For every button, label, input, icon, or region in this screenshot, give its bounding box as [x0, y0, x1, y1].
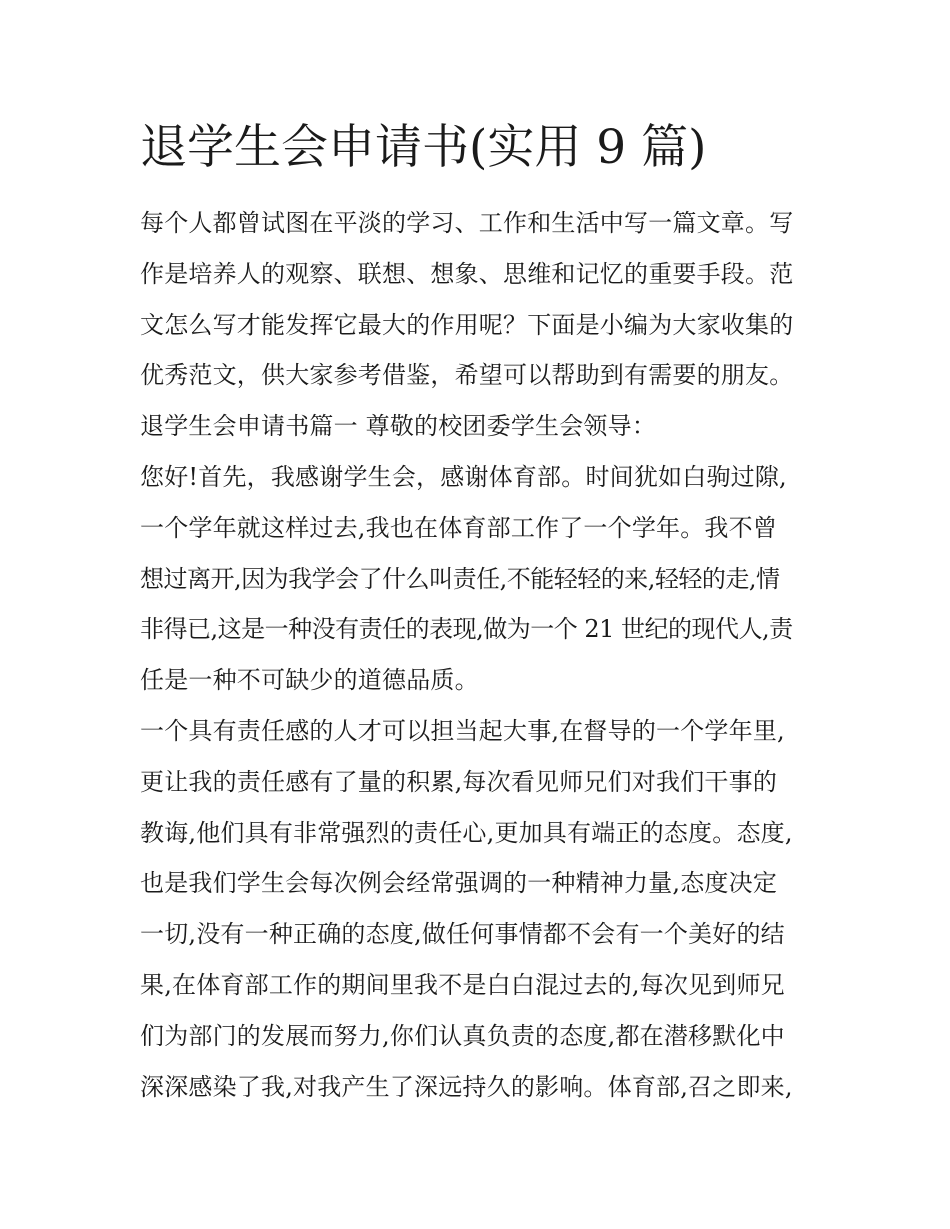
text-line: 作是培养人的观察、联想、想象、思维和记忆的重要手段。范: [140, 259, 794, 288]
document-title: 退学生会申请书(实用 9 篇): [140, 120, 707, 175]
text-line: 教诲,他们具有非常强烈的责任心,更加具有端正的态度。态度,: [140, 818, 793, 847]
document-body: [140, 198, 830, 1112]
text-line: 任是一种不可缺少的道德品质。: [140, 666, 479, 695]
text-line: 每个人都曾试图在平淡的学习、工作和生活中写一篇文章。写: [140, 209, 794, 237]
text-line: 果,在体育部工作的期间里我不是白白混过去的,每次见到师兄: [140, 970, 785, 999]
text-line: 深深感染了我,对我产生了深远持久的影响。体育部,召之即来,: [140, 1072, 793, 1101]
text-line: 想过离开,因为我学会了什么叫责任,不能轻轻的来,轻轻的走,情: [140, 564, 780, 593]
text-line: 优秀范文，供大家参考借鉴，希望可以帮助到有需要的朋友。: [140, 361, 794, 390]
text-line: 们为部门的发展而努力,你们认真负责的态度,都在潜移默化中: [140, 1021, 785, 1050]
text-line: 一个学年就这样过去,我也在体育部工作了一个学年。我不曾: [140, 513, 778, 542]
text-line: 更让我的责任感有了量的积累,每次看见师兄们对我们干事的: [140, 767, 778, 796]
text-line: 也是我们学生会每次例会经常强调的一种精神力量,态度决定: [140, 869, 778, 898]
text-line: 您好!首先，我感谢学生会，感谢体育部。时间犹如白驹过隙,: [140, 462, 787, 491]
section-heading-line: 退学生会申请书篇一 尊敬的校团委学生会领导：: [140, 412, 657, 441]
text-line: 一个具有责任感的人才可以担当起大事,在督导的一个学年里,: [140, 716, 785, 745]
text-line: 文怎么写才能发挥它最大的作用呢？下面是小编为大家收集的: [140, 310, 794, 339]
text-line: 非得已,这是一种没有责任的表现,做为一个 21 世纪的现代人,责: [140, 615, 793, 644]
text-line: 一切,没有一种正确的态度,做任何事情都不会有一个美好的结: [140, 920, 785, 949]
